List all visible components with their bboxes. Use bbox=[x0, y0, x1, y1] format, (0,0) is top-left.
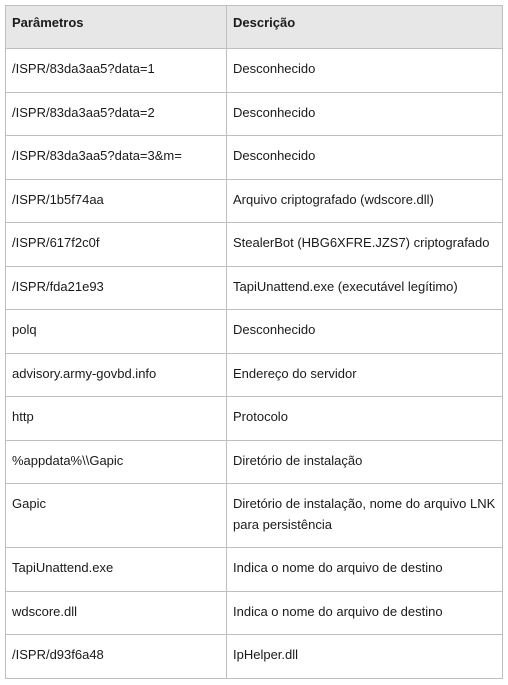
table-row bbox=[6, 266, 503, 310]
table-row bbox=[6, 92, 503, 136]
cell-description: Arquivo criptografado (wdscore.dll) bbox=[227, 179, 503, 223]
table-row bbox=[6, 49, 503, 93]
table-row bbox=[6, 548, 503, 592]
header-parametros: Parâmetros bbox=[6, 6, 227, 49]
cell-parameter: /ISPR/d93f6a48 bbox=[6, 635, 227, 679]
table-row bbox=[6, 484, 503, 548]
table-row bbox=[6, 136, 503, 180]
cell-description: Protocolo bbox=[227, 397, 503, 441]
cell-parameter: wdscore.dll bbox=[6, 591, 227, 635]
cell-description: Indica o nome do arquivo de destino bbox=[227, 591, 503, 635]
cell-description: TapiUnattend.exe (executável legítimo) bbox=[227, 266, 503, 310]
cell-parameter: polq bbox=[6, 310, 227, 354]
cell-parameter: /ISPR/617f2c0f bbox=[6, 223, 227, 267]
cell-description: Desconhecido bbox=[227, 136, 503, 180]
table-row bbox=[6, 310, 503, 354]
cell-description: Indica o nome do arquivo de destino bbox=[227, 548, 503, 592]
table-row bbox=[6, 223, 503, 267]
cell-parameter: Gapic bbox=[6, 484, 227, 548]
table-row bbox=[6, 591, 503, 635]
table-row bbox=[6, 397, 503, 441]
table-row bbox=[6, 179, 503, 223]
cell-description: Endereço do servidor bbox=[227, 353, 503, 397]
cell-parameter: TapiUnattend.exe bbox=[6, 548, 227, 592]
cell-parameter: /ISPR/1b5f74aa bbox=[6, 179, 227, 223]
table-header-row bbox=[6, 6, 503, 49]
cell-parameter: /ISPR/fda21e93 bbox=[6, 266, 227, 310]
table-row bbox=[6, 353, 503, 397]
cell-parameter: /ISPR/83da3aa5?data=3&m= bbox=[6, 136, 227, 180]
cell-description: Desconhecido bbox=[227, 92, 503, 136]
cell-description: Diretório de instalação, nome do arquivo LNK para persistência bbox=[227, 484, 503, 548]
parameters-table bbox=[5, 5, 503, 679]
cell-parameter: http bbox=[6, 397, 227, 441]
cell-description: Desconhecido bbox=[227, 49, 503, 93]
cell-parameter: advisory.army-govbd.info bbox=[6, 353, 227, 397]
header-descricao: Descrição bbox=[227, 6, 503, 49]
cell-parameter: /ISPR/83da3aa5?data=2 bbox=[6, 92, 227, 136]
table-row bbox=[6, 635, 503, 679]
cell-description: Desconhecido bbox=[227, 310, 503, 354]
parameters-table-container bbox=[5, 5, 502, 679]
cell-description: Diretório de instalação bbox=[227, 440, 503, 484]
cell-description: StealerBot (HBG6XFRE.JZS7) criptografado bbox=[227, 223, 503, 267]
cell-parameter: /ISPR/83da3aa5?data=1 bbox=[6, 49, 227, 93]
cell-description: IpHelper.dll bbox=[227, 635, 503, 679]
cell-parameter: %appdata%\\Gapic bbox=[6, 440, 227, 484]
table-row bbox=[6, 440, 503, 484]
